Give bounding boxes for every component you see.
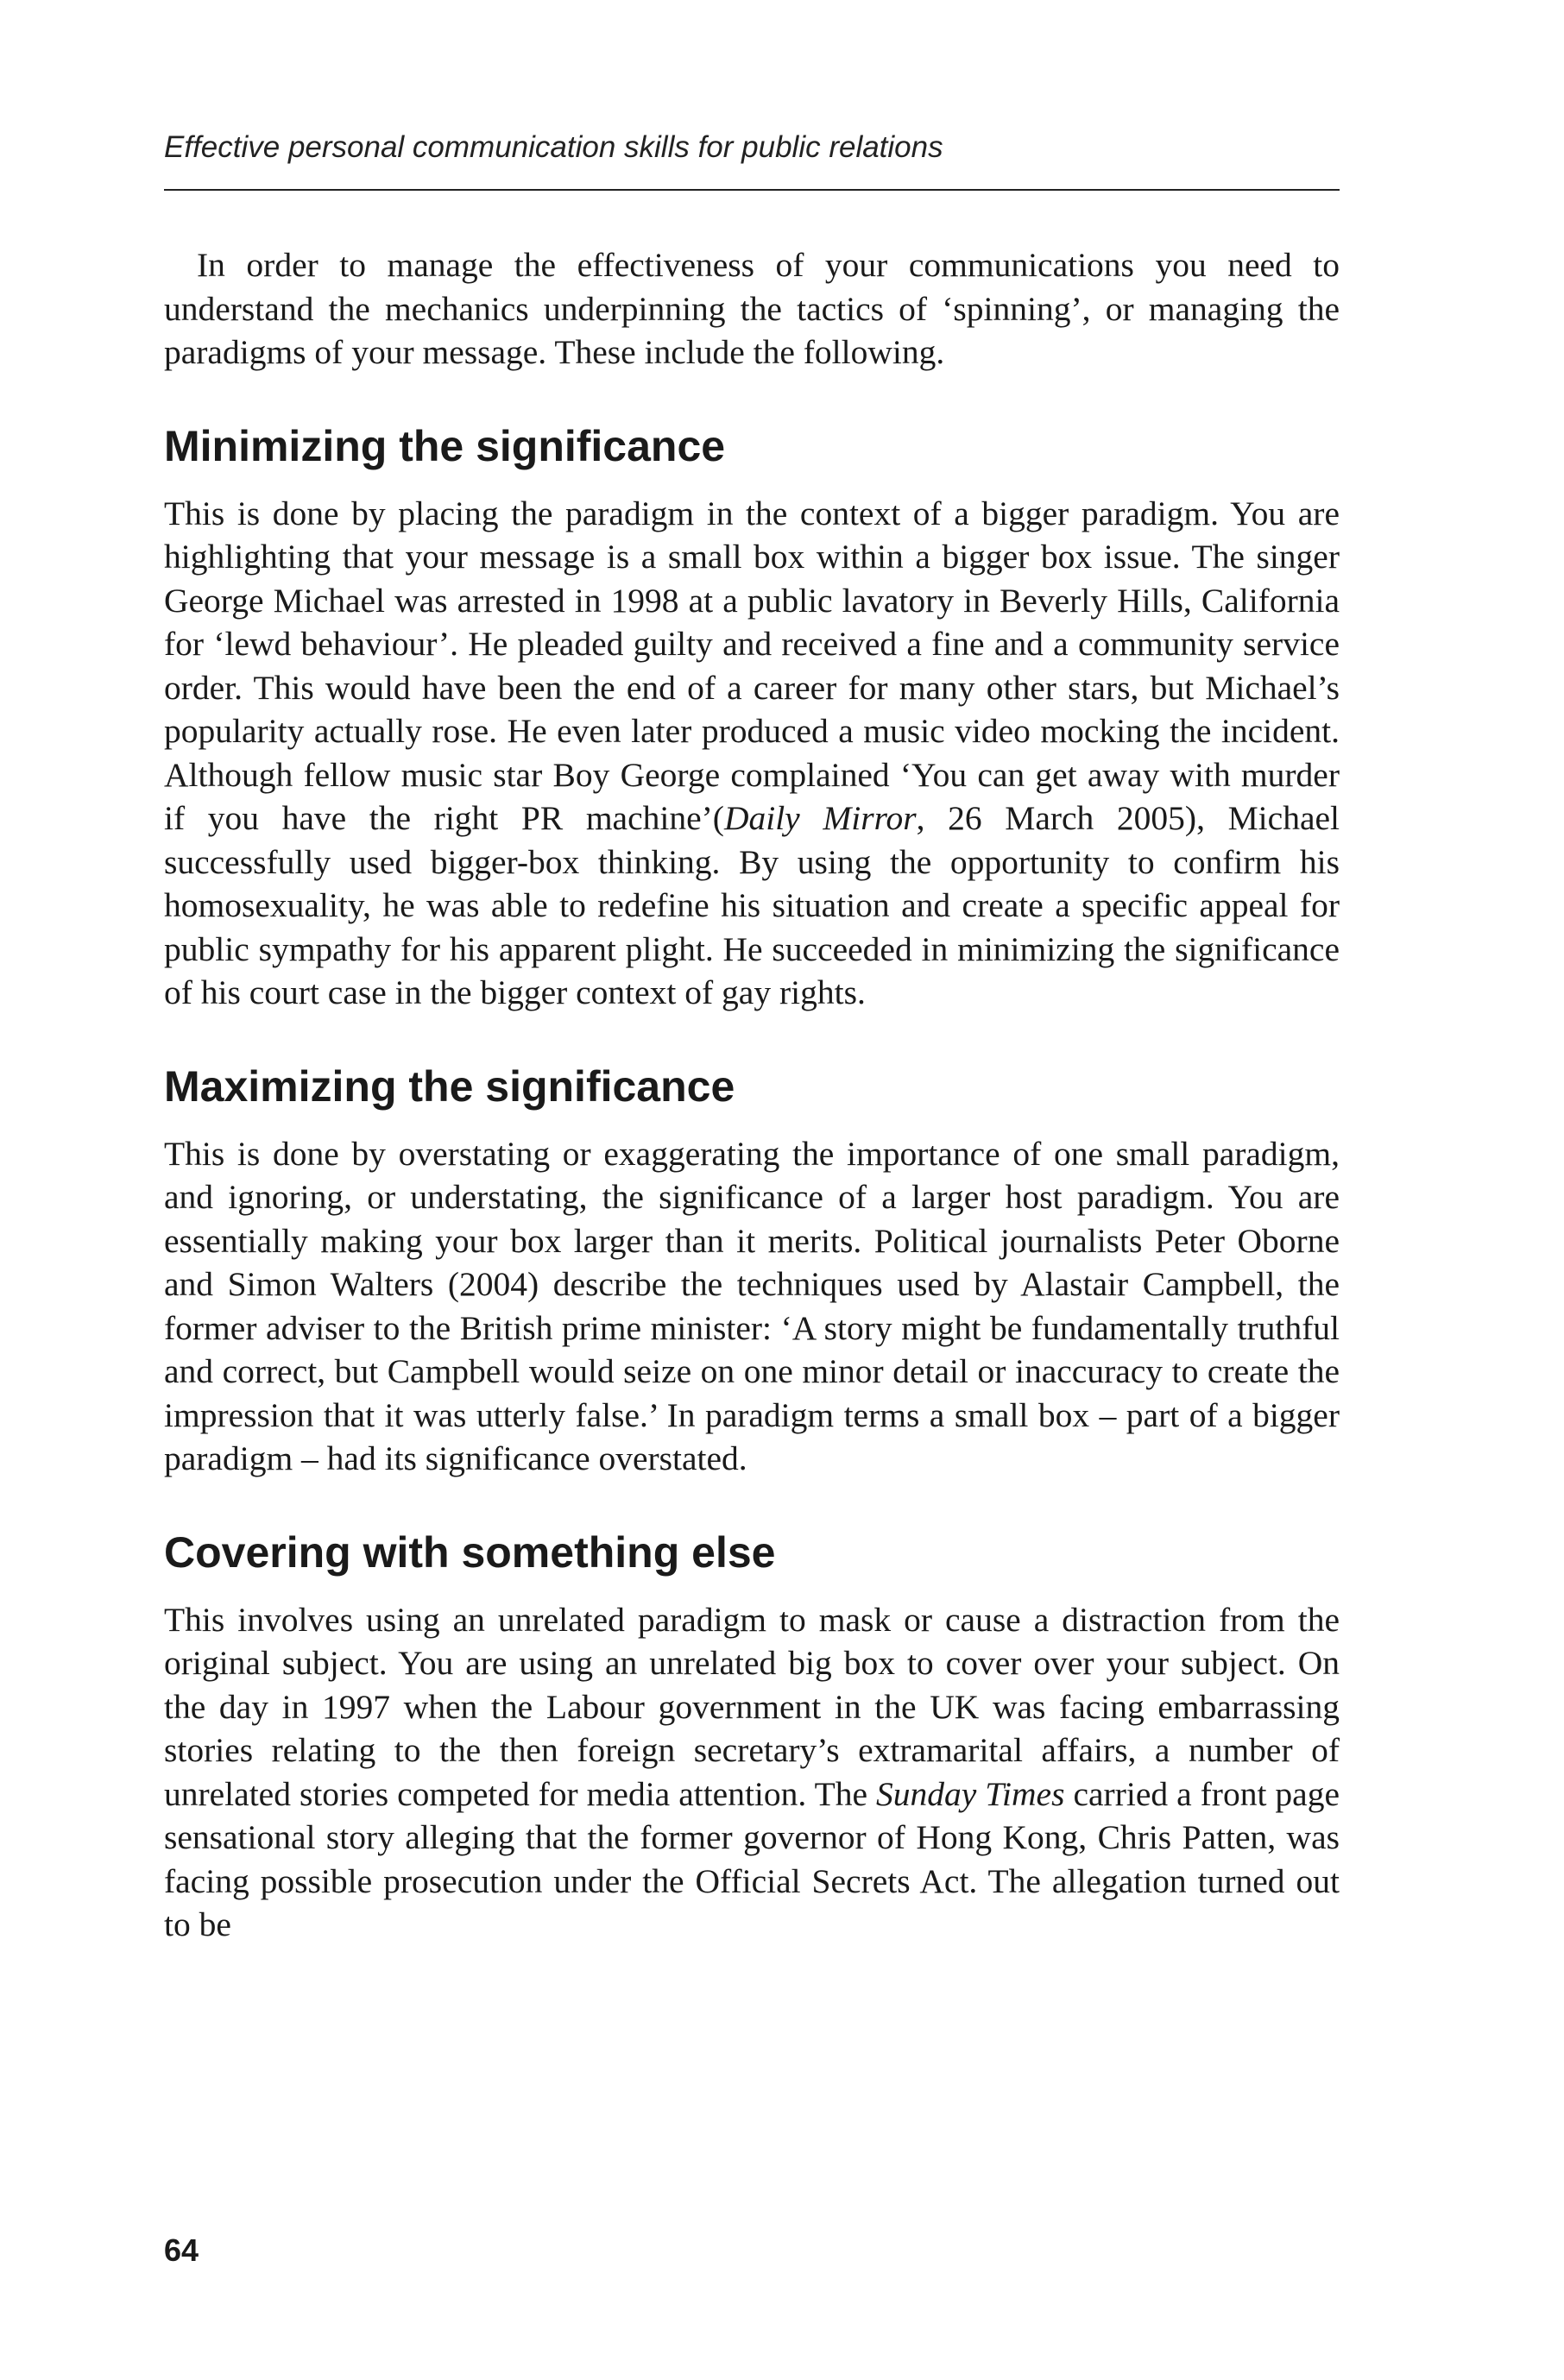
section-paragraph <box>164 1598 1340 1947</box>
section-paragraph <box>164 492 1340 1015</box>
paragraph-text: This is done by placing the paradigm in the context of a bigger paradigm. You are highlighting that your message is a small box within a bigger box issue. The singer George Michael was arrested in 1998 at a public lavatory in Beverly Hills, California for ‘lewd behaviour’. He pleaded guilty and received a fine and a community service order. This would have been the end of a career for many other stars, but Michael’s popularity actually rose. He even later produced a music video mocking the incident. Although fellow music star Boy George complained ‘You can get away with murder if you have the right PR machine’( <box>164 494 1340 837</box>
section-heading: Maximizing the significance <box>164 1061 735 1111</box>
section-maximizing <box>164 1060 1340 1481</box>
page-number: 64 <box>164 2232 199 2268</box>
paragraph-text: , 26 March 2005), Michael successfully used bigger-box thinking. By using the opportunity to confirm his homosexuality, he was able to redefine his situation and create a specific appeal for public sympathy for his apparent plight. He succeeded in minimizing the significance of his court case in the bigger context of gay rights. <box>164 799 1340 1011</box>
running-head: Effective personal communication skills for public relations <box>164 130 943 164</box>
section-minimizing <box>164 419 1340 1015</box>
paragraph-text: carried a front page sensational story alleging that the former governor of Hong Kong, Chris Patten, was facing possible prosecution under the Official Secrets Act. The allegation turned out to be <box>164 1774 1340 1943</box>
publication-title: Daily Mirror <box>723 799 917 837</box>
paragraph-text: This involves using an unrelated paradigm to mask or cause a distraction from the original subject. You are using an unrelated big box to cover over your subject. On the day in 1997 when the Labour government in the UK was facing embarrassing stories relating to the then foreign secretary’s extramarital affairs, a number of unrelated stories competed for media attention. The <box>164 1600 1340 1813</box>
intro-paragraph: In order to manage the effectiveness of your communications you need to understand the mechanics underpinning the tactics of ‘spinning’, or managing the paradigms of your message. These include the following. <box>164 246 1340 371</box>
section-heading: Covering with something else <box>164 1527 776 1577</box>
section-paragraph: This is done by overstating or exaggerating the importance of one small paradigm, and ignoring, or understating, the significance of a larger host paradigm. You are essentially making your box larger than it merits. Political journalists Peter Oborne and Simon Walters (2004) describe the techniques used by Alastair Campbell, the former adviser to the British prime minister: ‘A story might be fundamentally truthful and correct, but Campbell would seize on one minor detail or inaccuracy to create the impression that it was utterly false.’ In paradigm terms a small box – part of a bigger paradigm – had its significance overstated. <box>164 1134 1340 1477</box>
header-rule <box>164 189 1340 191</box>
body-text <box>164 243 1340 1947</box>
section-heading: Minimizing the significance <box>164 421 726 470</box>
publication-title: Sunday Times <box>875 1774 1065 1813</box>
section-covering <box>164 1526 1340 1947</box>
